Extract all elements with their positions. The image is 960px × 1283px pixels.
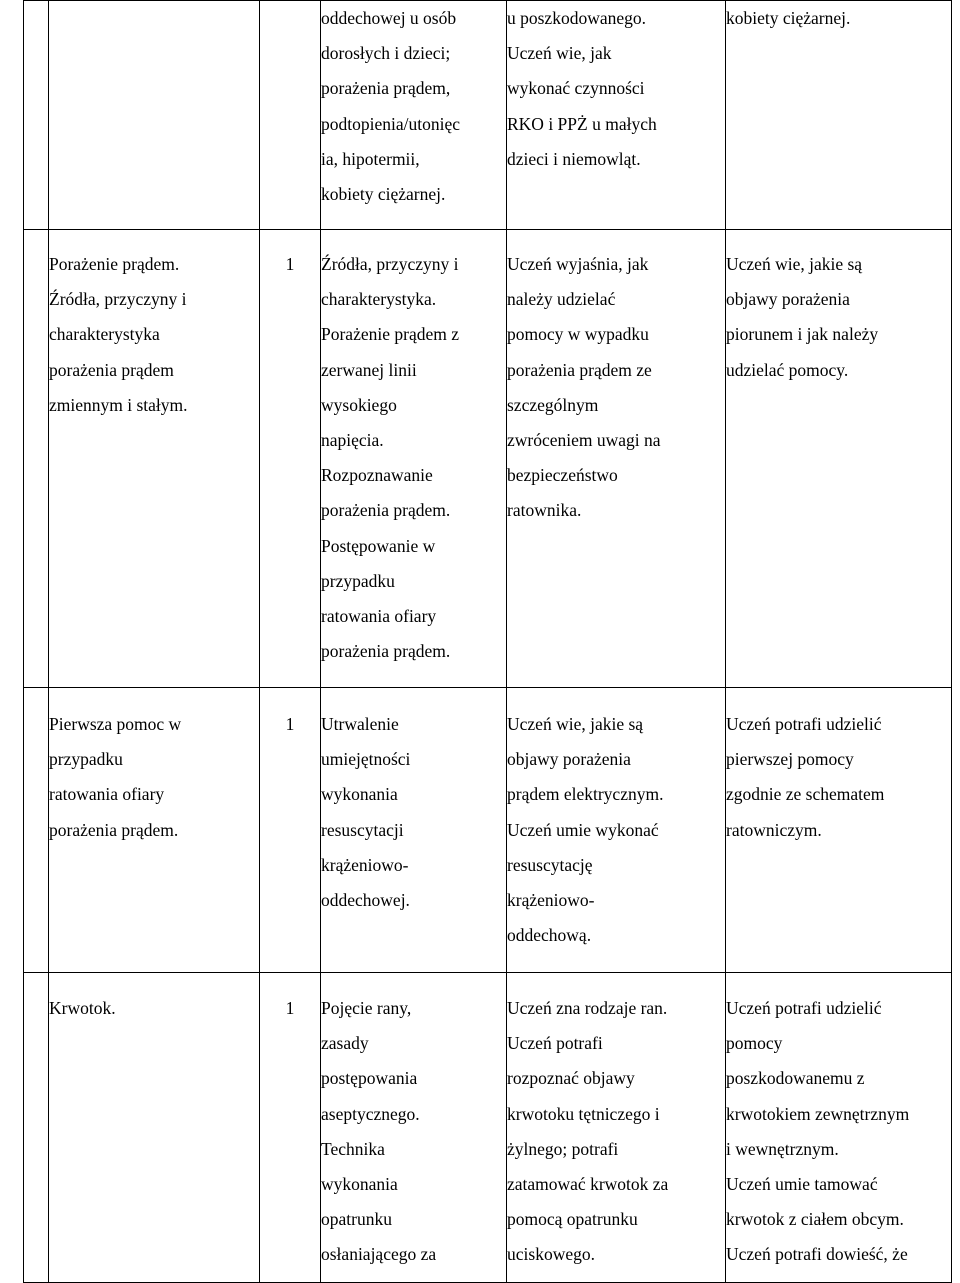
basic-line: zwróceniem uwagi na [507,430,661,451]
extended-line: Uczeń potrafi dowieść, że [726,1244,908,1265]
topic-line: charakterystyka [49,324,160,345]
content-line: postępowania [321,1068,418,1089]
content-line: wysokiego [321,394,397,415]
extended-line: Uczeń umie tamować [726,1174,878,1195]
basic-line: porażenia prądem ze [507,359,652,380]
basic-line: pomocą opatrunku [507,1209,638,1230]
content-line: porażenia prądem. [321,641,451,662]
basic-line: RKO i PPŻ u małych [507,113,657,134]
basic-line: krążeniowo- [507,890,595,911]
basic-line: żylnego; potrafi [507,1138,619,1159]
content-line: wykonania [321,1174,398,1195]
content-line: umiejętności [321,749,411,770]
basic-line: oddechową. [507,925,592,946]
basic-line: Uczeń wie, jakie są [507,714,644,734]
content-line: oddechowej u osób [321,8,457,28]
topic-line: przypadku [49,749,123,770]
basic-line: należy udzielać [507,289,616,310]
basic-line: Uczeń wie, jak [507,43,612,64]
topic-line: porażenia prądem. [49,819,179,840]
content-line: kobiety ciężarnej. [321,184,446,205]
basic-line: szczególnym [507,394,599,415]
content-line: Postępowanie w [321,535,436,556]
basic-line: ratownika. [507,500,582,521]
extended-line: piorunem i jak należy [726,324,879,345]
extended-line: pomocy [726,1033,783,1054]
cell-basic [507,688,726,973]
curriculum-table [23,0,952,1283]
extended-line: udzielać pomocy. [726,359,849,380]
extended-line: krwotokiem zewnętrznym [726,1103,910,1124]
cell-extended [726,688,952,973]
content-line: podtopienia/utonięc [321,113,460,134]
content-line: osłaniającego za [321,1244,437,1265]
extended-line: i wewnętrznym. [726,1138,839,1159]
cell-basic [507,973,726,1283]
cell-hours [260,1,321,230]
cell-hours [260,230,321,688]
basic-line: Uczeń wyjaśnia, jak [507,254,649,274]
cell-basic [507,1,726,230]
content-line: ia, hipotermii, [321,148,420,169]
basic-line: zatamować krwotok za [507,1174,669,1195]
cell-content [321,688,507,973]
content-line: aseptycznego. [321,1103,420,1124]
content-line: Utrwalenie [321,714,399,734]
extended-line: poszkodowanemu z [726,1068,865,1089]
content-line: opatrunku [321,1209,392,1230]
content-line: porażenia prądem. [321,500,451,521]
content-line: Źródła, przyczyny i [321,254,459,274]
extended-line: Uczeń potrafi udzielić [726,998,882,1018]
table-row [24,1,952,230]
content-line: Pojęcie rany, [321,998,412,1018]
content-line: przypadku [321,570,395,591]
table-row [24,230,952,688]
cell-content [321,1,507,230]
topic-line: Porażenie prądem. [49,254,180,274]
basic-line: bezpieczeństwo [507,465,618,486]
cell-hours [260,688,321,973]
basic-line: u poszkodowanego. [507,8,647,28]
topic-line: zmiennym i stałym. [49,394,188,415]
hours-value: 1 [285,254,295,274]
cell-lp [24,688,49,973]
basic-line: Uczeń umie wykonać [507,819,659,840]
topic-line: porażenia prądem [49,359,174,380]
basic-line: krwotoku tętniczego i [507,1103,660,1124]
cell-extended [726,1,952,230]
content-line: Rozpoznawanie [321,465,433,486]
basic-line: Uczeń potrafi [507,1033,603,1054]
extended-line: zgodnie ze schematem [726,784,885,805]
hours-value: 1 [285,714,295,734]
cell-topic [49,230,260,688]
basic-line: prądem elektrycznym. [507,784,664,805]
content-line: dorosłych i dzieci; [321,43,451,64]
table-row [24,973,952,1283]
content-line: Technika [321,1138,385,1159]
content-line: charakterystyka. [321,289,437,310]
cell-basic [507,230,726,688]
cell-extended [726,973,952,1283]
topic-line: Krwotok. [49,998,116,1018]
curriculum-table-body [24,1,952,1283]
topic-line: Pierwsza pomoc w [49,714,182,734]
cell-lp [24,1,49,230]
basic-line: pomocy w wypadku [507,324,649,345]
extended-line: krwotok z ciałem obcym. [726,1209,904,1230]
content-line: zerwanej linii [321,359,417,380]
basic-line: wykonać czynności [507,78,645,99]
cell-content [321,230,507,688]
content-line: resuscytacji [321,819,404,840]
content-line: Porażenie prądem z [321,324,459,345]
extended-line: kobiety ciężarnej. [726,8,851,28]
extended-line: objawy porażenia [726,289,850,310]
content-line: oddechowej. [321,890,410,911]
cell-extended [726,230,952,688]
hours-value: 1 [285,998,295,1018]
content-line: krążeniowo- [321,854,409,875]
extended-line: Uczeń wie, jakie są [726,254,863,274]
cell-lp [24,230,49,688]
cell-topic [49,1,260,230]
extended-line: Uczeń potrafi udzielić [726,714,882,734]
content-line: zasady [321,1033,369,1054]
cell-topic [49,973,260,1283]
cell-hours [260,973,321,1283]
content-line: ratowania ofiary [321,606,437,627]
basic-line: objawy porażenia [507,749,631,770]
cell-lp [24,973,49,1283]
cell-topic [49,688,260,973]
topic-line: ratowania ofiary [49,784,165,805]
cell-content [321,973,507,1283]
extended-line: pierwszej pomocy [726,749,854,770]
basic-line: rozpoznać objawy [507,1068,635,1089]
basic-line: uciskowego. [507,1244,595,1265]
content-line: porażenia prądem, [321,78,451,99]
topic-line: Źródła, przyczyny i [49,289,187,310]
table-row [24,688,952,973]
content-line: wykonania [321,784,398,805]
basic-line: resuscytację [507,854,593,875]
basic-line: Uczeń zna rodzaje ran. [507,998,668,1018]
content-line: napięcia. [321,430,384,451]
basic-line: dzieci i niemowląt. [507,148,641,169]
extended-line: ratowniczym. [726,819,822,840]
